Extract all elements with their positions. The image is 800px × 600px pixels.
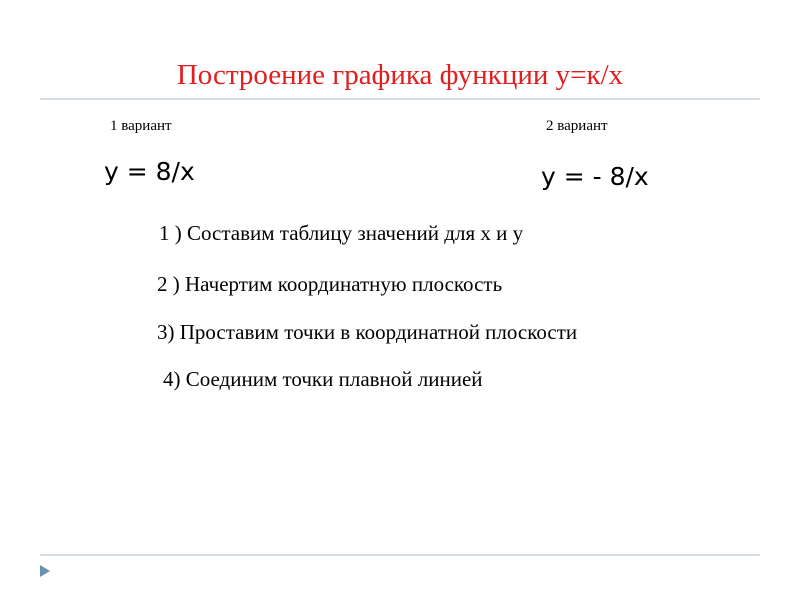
title-divider (40, 98, 760, 100)
step-1: 1 ) Составим таблицу значений для х и у (159, 221, 524, 245)
footer-divider (40, 554, 760, 556)
slide-title: Построение графика функции у=к/х (176, 59, 624, 91)
variant-2-label: 2 вариант (546, 118, 608, 134)
step-2: 2 ) Начертим координатную плоскость (157, 272, 503, 296)
step-3: 3) Проставим точки в координатной плоскости (157, 320, 578, 344)
variant-1-label: 1 вариант (110, 118, 172, 134)
variant-1-formula: у = 8/х (104, 157, 195, 186)
variant-2-formula: у = - 8/х (541, 162, 649, 191)
step-4: 4) Соединим точки плавной линией (163, 367, 483, 391)
triangle-bullet-icon (40, 565, 50, 577)
